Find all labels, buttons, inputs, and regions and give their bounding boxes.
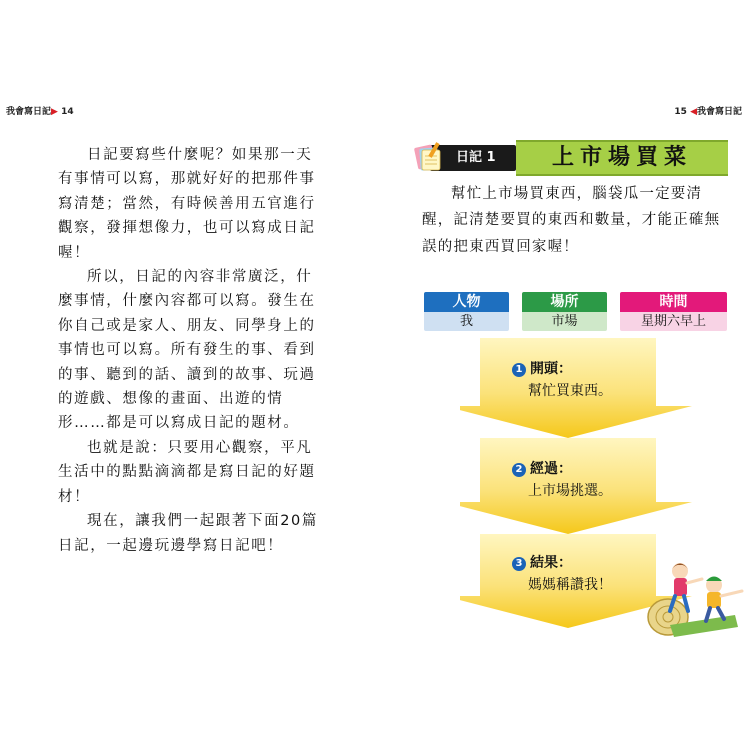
diary-tag: 日記 1 [430, 145, 516, 171]
step-3-text: 媽媽稱讚我！ [528, 577, 612, 593]
who-label: 人物 [424, 292, 509, 312]
diary-banner [410, 140, 728, 174]
paragraph-2: 所以，日記的內容非常廣泛，什麼事情，什麼內容都可以寫。發生在你自己或是家人、朋友、同學身上的事情也可以寫。所有發生的事、看到的事、聽到的話、讀到的故事、玩過的遊戲、想像的畫面、出遊的情形……都是可以寫成日記的題材。 [58, 269, 316, 432]
body-text [58, 143, 328, 558]
step-2-label: 2 經過： [512, 458, 572, 478]
book-title-left: 我會寫日記 [6, 107, 52, 117]
diary-paragraph: 幫忙上市場買東西，腦袋瓜一定要清醒，記清楚要買的東西和數量，才能正確無誤的把東西買回家喔！ [422, 186, 721, 255]
diary-title: 上市場買菜 [551, 145, 692, 170]
page-number-right: 15 [674, 107, 687, 117]
info-who [424, 292, 509, 331]
page-number-left: 14 [61, 107, 74, 117]
info-when [620, 292, 727, 331]
where-value: 市場 [522, 312, 607, 331]
when-label: 時間 [620, 292, 727, 312]
info-where [522, 292, 607, 331]
step-2-number: 2 [512, 463, 526, 477]
when-value: 星期六早上 [620, 312, 727, 331]
paragraph-1: 日記要寫些什麼呢？如果那一天有事情可以寫，那就好好的把那件事寫清楚；當然，有時候善用五官進行觀察，發揮想像力，也可以寫成日記喔！ [58, 147, 316, 261]
who-value: 我 [424, 312, 509, 331]
diary-body [422, 181, 722, 260]
book-title-right: 我會寫日記 [696, 107, 742, 117]
paragraph-3: 也就是說：只要用心觀察，平凡生活中的點點滴滴都是寫日記的好題材！ [58, 439, 316, 505]
step-2-text: 上市場挑選。 [528, 483, 612, 499]
step-3-label: 3 結果： [512, 552, 572, 572]
paragraph-4: 現在，讓我們一起跟著下面20篇日記，一起邊玩邊學寫日記吧！ [58, 513, 318, 554]
diary-title-box [516, 140, 728, 176]
triangle-right-icon: ▶ [51, 107, 58, 117]
step-1-text: 幫忙買東西。 [528, 383, 612, 399]
step-3-number: 3 [512, 557, 526, 571]
running-head-right [674, 104, 742, 117]
kids-illustration [640, 555, 750, 645]
where-label: 場所 [522, 292, 607, 312]
step-1-number: 1 [512, 363, 526, 377]
notebook-icon [410, 140, 444, 174]
triangle-left-icon: ◀ [690, 107, 697, 117]
step-1-label: 1 開頭： [512, 358, 572, 378]
running-head-left [6, 104, 74, 117]
